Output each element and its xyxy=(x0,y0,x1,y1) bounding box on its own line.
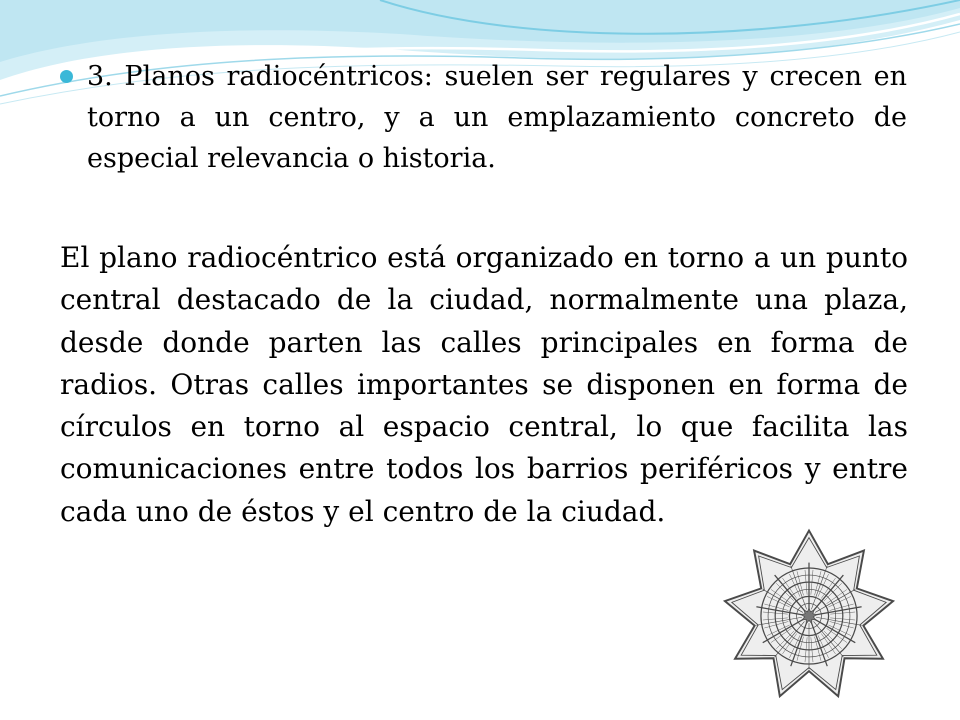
bullet-dot-icon xyxy=(60,70,73,83)
bullet-item xyxy=(60,56,908,179)
bullet-text: 3. Planos radiocéntricos: suelen ser regulares y crecen en torno a un centro, y a un emplazamiento concreto de especial relevancia o historia. xyxy=(87,61,907,174)
body-paragraph: El plano radiocéntrico está organizado en torno a un punto central destacado de la ciudad, normalmente una plaza, desde donde parten las calles principales en forma de radios. Otras calles importantes se disponen en forma de círculos en torno al espacio central, lo que facilita las comunicaciones entre todos los barrios periféricos y entre cada uno de éstos y el centro de la ciudad. xyxy=(60,241,908,528)
star-fortress-plan-icon xyxy=(720,527,898,705)
